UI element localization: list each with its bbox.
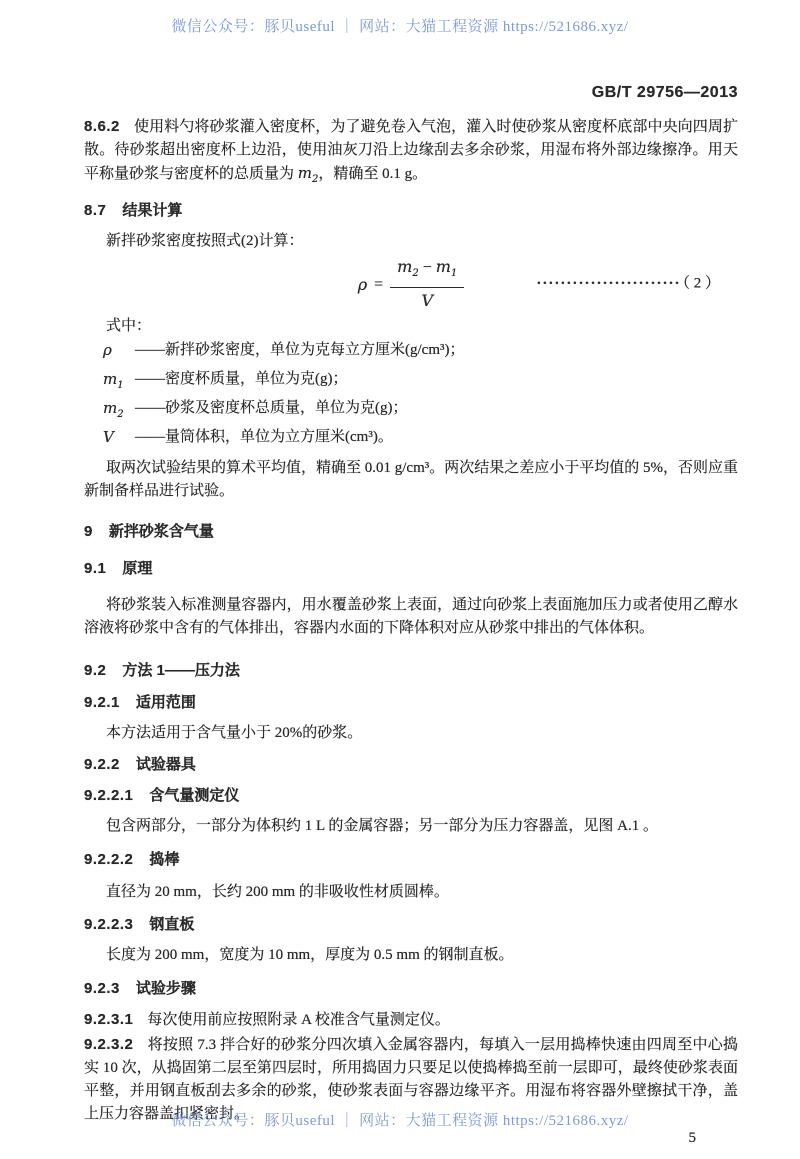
heading-9-2-number: 9.2 bbox=[84, 662, 107, 679]
symbol-m2-sub: 2 bbox=[117, 409, 124, 420]
definition-v bbox=[103, 426, 738, 455]
clause-9-2-3-2-number: 9.2.3.2 bbox=[84, 1036, 134, 1053]
symbol-rho: ρ bbox=[357, 274, 368, 294]
heading-9-1 bbox=[84, 557, 738, 580]
subscript-2: 2 bbox=[412, 268, 419, 280]
equation-number: （ 2 ） bbox=[682, 275, 720, 292]
definition-m2-desc: 砂浆及密度杯总质量，单位为克(g)； bbox=[165, 400, 408, 416]
heading-9-2-2-3-title: 钢直板 bbox=[149, 916, 195, 933]
heading-9-2-2-number: 9.2.2 bbox=[84, 756, 120, 773]
watermark-header: 微信公众号：豚贝useful ｜ 网站：大猫工程资源 https://521686.xyz/ bbox=[171, 19, 629, 35]
symbol-m2: m bbox=[297, 164, 312, 182]
definition-dash: —— bbox=[135, 400, 165, 416]
heading-9-1-title: 原理 bbox=[122, 560, 153, 577]
heading-9-2-2-1 bbox=[84, 784, 738, 807]
definition-m1 bbox=[103, 368, 738, 397]
dot-leader: ························ bbox=[536, 275, 681, 292]
heading-9-2-2-1-title: 含气量测定仪 bbox=[149, 787, 240, 804]
definition-m2-symbol bbox=[103, 397, 135, 426]
heading-8-7-title: 结果计算 bbox=[122, 202, 183, 219]
symbol-v: V bbox=[103, 428, 114, 446]
equation-2-expression bbox=[357, 256, 465, 311]
heading-9-2-3-number: 9.2.3 bbox=[84, 980, 120, 997]
clause-9-2-3-1-text: 每次使用前应按照附录 A 校准含气量测定仪。 bbox=[147, 1012, 450, 1028]
equation-reference bbox=[536, 273, 720, 296]
heading-9-2-1-number: 9.2.1 bbox=[84, 694, 120, 711]
page-number: 5 bbox=[688, 1130, 696, 1146]
definition-m1-desc: 密度杯质量，单位为克(g)； bbox=[165, 371, 348, 387]
symbol-m2-subscript: 2 bbox=[312, 174, 319, 185]
page-content bbox=[0, 115, 800, 1150]
heading-9-2-2-3-number: 9.2.2.3 bbox=[84, 916, 134, 933]
watermark-footer: 微信公众号：豚贝useful ｜ 网站：大猫工程资源 https://521686.xyz/ bbox=[171, 1113, 629, 1129]
heading-9-2-1-title: 适用范围 bbox=[135, 694, 196, 711]
heading-8-7 bbox=[84, 199, 738, 222]
symbol-m: m bbox=[435, 256, 451, 276]
heading-9-2-2-2 bbox=[84, 848, 738, 871]
clause-8-6-2-number: 8.6.2 bbox=[84, 118, 120, 135]
clause-9-2-3-2-text: 将按照 7.3 拌合好的砂浆分四次填入金属容器内，每填入一层用捣棒快速由四周至中心捣实 10 次，从捣固第二层至第四层时，所用捣固力只要足以使捣棒捣至前一层即可，最终使砂浆表面平整，并用钢直板刮去多余的砂浆，使砂浆表面与容器边缘平齐。用湿布将容器外壁擦拭干净，盖上压力容器盖扣紧密封。 bbox=[84, 1037, 738, 1122]
heading-9-title: 新拌砂浆含气量 bbox=[108, 523, 214, 540]
symbol-definitions bbox=[84, 339, 738, 455]
paragraph-9-2-2-2-rod: 直径为 20 mm，长约 200 mm 的非吸收性材质圆棒。 bbox=[106, 884, 449, 900]
fraction-denominator bbox=[390, 288, 464, 313]
heading-9-2-2-2-number: 9.2.2.2 bbox=[84, 851, 134, 868]
symbol-m: m bbox=[103, 370, 118, 388]
symbol-m: m bbox=[397, 256, 413, 276]
heading-9-2-title: 方法 1——压力法 bbox=[122, 662, 240, 679]
definition-rho-desc: 新拌砂浆密度，单位为克每立方厘米(g/cm³)； bbox=[165, 342, 465, 358]
heading-8-7-number: 8.7 bbox=[84, 202, 107, 219]
clause-8-6-2 bbox=[84, 115, 738, 191]
heading-9-2-2-1-number: 9.2.2.1 bbox=[84, 787, 134, 804]
paragraph-average-result: 取两次试验结果的算术平均值，精确至 0.01 g/cm³。两次结果之差应小于平均值的 5%，否则应重新制备样品进行试验。 bbox=[84, 460, 738, 499]
fraction bbox=[390, 255, 464, 313]
paragraph-9-2-2-3-plate: 长度为 200 mm，宽度为 10 mm，厚度为 0.5 mm 的钢制直板。 bbox=[106, 947, 514, 963]
equation-2 bbox=[84, 256, 738, 311]
clause-8-6-2-text-end: ，精确至 0.1 g。 bbox=[318, 166, 428, 182]
symbol-rho: ρ bbox=[103, 341, 112, 359]
symbol-m: m bbox=[103, 399, 118, 417]
minus-sign: − bbox=[422, 258, 432, 276]
heading-9-2-2-title: 试验器具 bbox=[135, 756, 196, 773]
definition-dash: —— bbox=[135, 342, 165, 358]
heading-9-1-number: 9.1 bbox=[84, 560, 107, 577]
heading-9-2 bbox=[84, 659, 738, 682]
definition-dash: —— bbox=[135, 429, 165, 445]
symbol-m1-sub: 1 bbox=[117, 380, 124, 391]
heading-9-2-3 bbox=[84, 977, 738, 1000]
clause-9-2-3-1-number: 9.2.3.1 bbox=[84, 1011, 134, 1028]
equals-sign: = bbox=[374, 275, 384, 293]
definition-rho-symbol bbox=[103, 339, 135, 368]
clause-9-2-3-1 bbox=[84, 1008, 738, 1032]
definition-v-desc: 量筒体积，单位为立方厘米(cm³)。 bbox=[165, 429, 393, 445]
heading-9-number: 9 bbox=[84, 523, 93, 540]
definition-rho bbox=[103, 339, 738, 368]
subscript-1: 1 bbox=[450, 268, 458, 280]
heading-9-2-2 bbox=[84, 753, 738, 776]
paragraph-9-2-2-1-meter: 包含两部分，一部分为体积约 1 L 的金属容器；另一部分为压力容器盖，见图 A.1 。 bbox=[106, 818, 658, 834]
definition-m2 bbox=[103, 397, 738, 426]
fraction-numerator bbox=[390, 255, 464, 288]
heading-9-2-2-3 bbox=[84, 913, 738, 936]
definition-dash: —— bbox=[135, 371, 165, 387]
heading-9-2-2-2-title: 捣棒 bbox=[149, 851, 180, 868]
paragraph-calc-intro: 新拌砂浆密度按照式(2)计算： bbox=[106, 233, 304, 249]
definition-m1-symbol bbox=[103, 368, 135, 397]
heading-9-2-3-title: 试验步骤 bbox=[135, 980, 196, 997]
clause-8-6-2-text: 使用料勺将砂浆灌入密度杯，为了避免卷入气泡，灌入时使砂浆从密度杯底部中央向四周扩散。待砂浆超出密度杯上边沿，使用油灰刀沿上边缘刮去多余砂浆，用湿布将外部边缘擦净。用天平称量砂浆与密度杯的总质量为 bbox=[84, 119, 738, 182]
paragraph-9-2-1-scope: 本方法适用于含气量小于 20%的砂浆。 bbox=[106, 725, 363, 741]
symbol-v: V bbox=[421, 291, 433, 311]
definition-v-symbol bbox=[103, 426, 135, 455]
paragraph-where: 式中： bbox=[106, 318, 152, 334]
heading-9-2-1 bbox=[84, 691, 738, 714]
standard-number: GB/T 29756—2013 bbox=[591, 84, 738, 101]
heading-9 bbox=[84, 520, 738, 543]
paragraph-9-1-principle: 将砂浆装入标准测量容器内，用水覆盖砂浆上表面，通过向砂浆上表面施加压力或者使用乙醇水溶液将砂浆中含有的气体排出，容器内水面的下降体积对应从砂浆中排出的气体体积。 bbox=[84, 597, 738, 636]
